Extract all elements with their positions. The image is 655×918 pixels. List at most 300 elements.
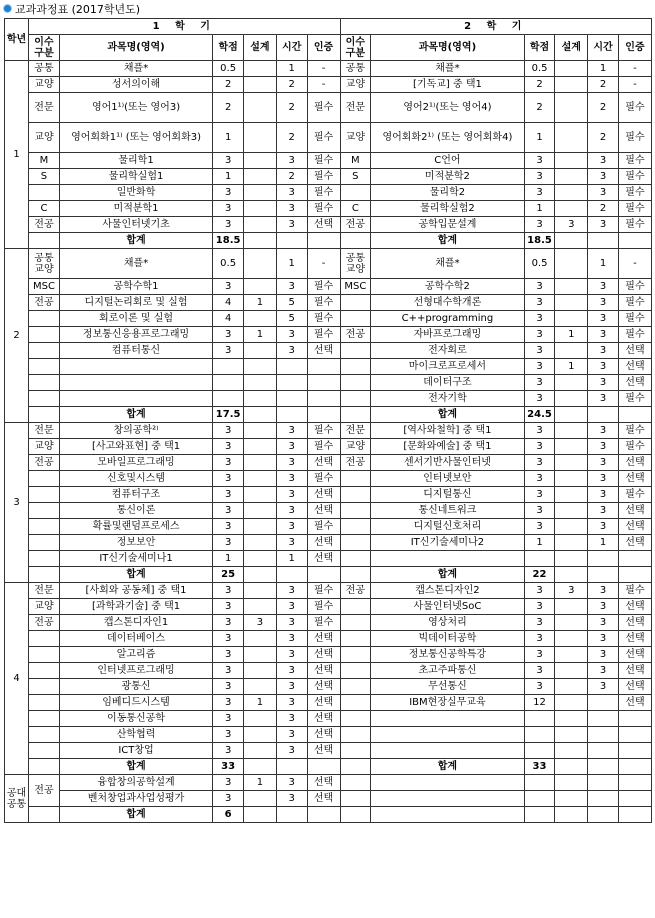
certification-cell: - <box>618 61 651 77</box>
category-cell <box>29 711 60 727</box>
course-name: 디지털통신 <box>371 487 524 503</box>
course-name: 디지털논리회로 및 실험 <box>59 295 212 311</box>
certification-cell: 선택 <box>307 711 340 727</box>
table-row <box>5 123 652 153</box>
hours-cell: 3 <box>588 359 619 375</box>
course-name: [사고와표현] 중 택1 <box>59 439 212 455</box>
credit-cell <box>524 551 555 567</box>
table-row <box>5 249 652 279</box>
course-name: 광통신 <box>59 679 212 695</box>
category-cell <box>29 743 60 759</box>
design-cell <box>555 487 588 503</box>
course-name: 채플* <box>59 249 212 279</box>
course-name <box>371 727 524 743</box>
certification-cell: 선택 <box>307 551 340 567</box>
course-name: 캡스톤디자인2 <box>371 583 524 599</box>
course-name: IBM현장실무교육 <box>371 695 524 711</box>
certification-cell: 필수 <box>618 295 651 311</box>
hours-cell: 3 <box>276 695 307 711</box>
design-cell: 1 <box>243 295 276 311</box>
course-name: 융합창의공학설계 <box>59 775 212 791</box>
table-row <box>5 201 652 217</box>
category-cell: 교양 <box>29 77 60 93</box>
category-cell: 전공 <box>340 217 371 233</box>
total-label: 합계 <box>59 567 212 583</box>
credit-cell: 3 <box>524 311 555 327</box>
course-name: 공학수학2 <box>371 279 524 295</box>
table-row <box>5 471 652 487</box>
hours-cell: 3 <box>276 471 307 487</box>
hours-cell: 1 <box>276 551 307 567</box>
category-cell <box>340 295 371 311</box>
category-cell <box>340 727 371 743</box>
design-cell <box>243 93 276 123</box>
category-cell: 교양 <box>29 439 60 455</box>
year-label: 4 <box>5 583 29 775</box>
certification-cell: 필수 <box>618 487 651 503</box>
course-name: [기독교] 중 택1 <box>371 77 524 93</box>
table-cell <box>555 807 588 823</box>
category-cell <box>29 663 60 679</box>
total-row <box>5 759 652 775</box>
table-cell <box>524 791 555 807</box>
design-cell <box>243 153 276 169</box>
certification-cell: 필수 <box>307 471 340 487</box>
design-cell <box>243 471 276 487</box>
credit-cell: 2 <box>524 93 555 123</box>
course-name: IT신기술세미나2 <box>371 535 524 551</box>
credit-cell: 3 <box>213 327 244 343</box>
design-cell <box>555 61 588 77</box>
certification-cell: - <box>307 61 340 77</box>
table-row <box>5 217 652 233</box>
course-name: [문화와예술] 중 택1 <box>371 439 524 455</box>
total-credit: 6 <box>213 807 244 823</box>
credit-cell: 3 <box>524 375 555 391</box>
course-name: 전자회로 <box>371 343 524 359</box>
hours-cell: 3 <box>276 663 307 679</box>
hours-cell: 3 <box>276 679 307 695</box>
hours-cell: 1 <box>276 61 307 77</box>
table-cell <box>243 807 276 823</box>
certification-cell: 필수 <box>618 311 651 327</box>
design-cell <box>243 679 276 695</box>
certification-cell: - <box>618 77 651 93</box>
credit-cell <box>213 359 244 375</box>
total-label: 합계 <box>371 407 524 423</box>
table-cell <box>29 233 60 249</box>
category-cell: MSC <box>29 279 60 295</box>
certification-cell: 선택 <box>307 455 340 471</box>
credit-cell: 1 <box>213 123 244 153</box>
credit-cell: 3 <box>213 185 244 201</box>
design-cell <box>555 295 588 311</box>
design-cell: 3 <box>243 615 276 631</box>
hours-cell: 3 <box>588 439 619 455</box>
total-credit: 33 <box>524 759 555 775</box>
category-cell: S <box>29 169 60 185</box>
certification-cell: 선택 <box>618 599 651 615</box>
category-cell: C <box>29 201 60 217</box>
category-cell: 전공 <box>29 455 60 471</box>
credit-cell: 3 <box>213 599 244 615</box>
hours-cell: 3 <box>588 455 619 471</box>
design-cell <box>243 487 276 503</box>
certification-cell: 선택 <box>307 679 340 695</box>
course-name: 인터넷프로그래밍 <box>59 663 212 679</box>
certification-cell: 필수 <box>307 423 340 439</box>
total-row <box>5 807 652 823</box>
design-cell <box>555 201 588 217</box>
course-name: ICT창업 <box>59 743 212 759</box>
category-cell <box>29 185 60 201</box>
category-cell: 전문 <box>29 423 60 439</box>
table-cell <box>371 775 524 791</box>
category-cell <box>340 391 371 407</box>
course-name <box>59 359 212 375</box>
curriculum-table <box>4 18 652 823</box>
table-cell <box>307 233 340 249</box>
credit-cell: 2 <box>213 93 244 123</box>
course-name: 성서의이해 <box>59 77 212 93</box>
certification-cell: 선택 <box>307 647 340 663</box>
credit-cell: 3 <box>213 201 244 217</box>
table-row <box>5 631 652 647</box>
course-name: 물리학1 <box>59 153 212 169</box>
hours-cell: 3 <box>588 327 619 343</box>
table-cell <box>276 807 307 823</box>
design-cell <box>555 743 588 759</box>
table-row <box>5 679 652 695</box>
design-cell <box>243 551 276 567</box>
hours-cell: 2 <box>588 123 619 153</box>
category-cell: 공통교양 <box>29 249 60 279</box>
hours-cell <box>276 375 307 391</box>
certification-cell <box>618 551 651 567</box>
design-cell: 3 <box>555 583 588 599</box>
course-name: 정보보안 <box>59 535 212 551</box>
course-name: [과학과기술] 중 택1 <box>59 599 212 615</box>
course-name: 자바프로그래밍 <box>371 327 524 343</box>
hours-cell: 3 <box>588 375 619 391</box>
course-name: 일반화학 <box>59 185 212 201</box>
hours-cell: 3 <box>588 615 619 631</box>
credit-cell: 3 <box>213 711 244 727</box>
course-name: C++programming <box>371 311 524 327</box>
certification-cell: 선택 <box>307 663 340 679</box>
total-label: 합계 <box>371 567 524 583</box>
hours-cell: 1 <box>588 61 619 77</box>
course-name <box>59 391 212 407</box>
hours-cell: 2 <box>276 77 307 93</box>
credit-cell: 3 <box>213 153 244 169</box>
credit-cell: 3 <box>524 153 555 169</box>
table-row <box>5 647 652 663</box>
hours-cell: 3 <box>276 743 307 759</box>
category-cell <box>340 711 371 727</box>
course-name <box>371 551 524 567</box>
course-name: 채플* <box>371 61 524 77</box>
credit-cell: 3 <box>213 791 244 807</box>
total-row <box>5 407 652 423</box>
credit-cell: 3 <box>524 391 555 407</box>
hours-cell: 3 <box>588 519 619 535</box>
certification-cell: 선택 <box>618 519 651 535</box>
table-cell <box>276 567 307 583</box>
table-cell <box>29 407 60 423</box>
table-cell <box>555 759 588 775</box>
category-cell: 공통교양 <box>340 249 371 279</box>
header-design: 설계 <box>243 35 276 61</box>
hours-cell: 3 <box>276 185 307 201</box>
table-cell <box>340 791 371 807</box>
credit-cell: 2 <box>524 77 555 93</box>
course-name: 센서기반사물인터넷 <box>371 455 524 471</box>
design-cell <box>555 535 588 551</box>
course-name: 알고리즘 <box>59 647 212 663</box>
design-cell <box>243 169 276 185</box>
table-row <box>5 711 652 727</box>
hours-cell <box>588 695 619 711</box>
category-cell <box>29 471 60 487</box>
credit-cell: 3 <box>524 631 555 647</box>
category-cell: 전문 <box>340 93 371 123</box>
course-name: 모바일프로그래밍 <box>59 455 212 471</box>
hours-cell: 5 <box>276 311 307 327</box>
category-cell: 교양 <box>29 123 60 153</box>
year-label: 3 <box>5 423 29 583</box>
hours-cell: 3 <box>588 503 619 519</box>
certification-cell: 필수 <box>307 583 340 599</box>
credit-cell: 0.5 <box>524 61 555 77</box>
certification-cell: 선택 <box>307 217 340 233</box>
design-cell <box>243 455 276 471</box>
design-cell <box>555 695 588 711</box>
credit-cell: 3 <box>213 535 244 551</box>
total-row <box>5 233 652 249</box>
certification-cell: 필수 <box>307 311 340 327</box>
course-name: 통신네트워크 <box>371 503 524 519</box>
hours-cell: 3 <box>588 679 619 695</box>
category-cell <box>340 615 371 631</box>
title-text: 교과과정표 (2017학년도) <box>15 3 141 16</box>
table-cell <box>340 775 371 791</box>
certification-cell: - <box>307 249 340 279</box>
credit-cell: 2 <box>213 77 244 93</box>
course-name: 컴퓨터통신 <box>59 343 212 359</box>
credit-cell: 3 <box>524 455 555 471</box>
category-cell: C <box>340 201 371 217</box>
course-name: 인터넷보안 <box>371 471 524 487</box>
credit-cell: 4 <box>213 311 244 327</box>
design-cell <box>243 791 276 807</box>
table-cell <box>524 775 555 791</box>
table-row <box>5 791 652 807</box>
hours-cell: 3 <box>276 153 307 169</box>
certification-cell: 선택 <box>307 487 340 503</box>
table-cell <box>555 233 588 249</box>
category-cell: 교양 <box>340 439 371 455</box>
credit-cell: 3 <box>213 279 244 295</box>
course-name: 통신이론 <box>59 503 212 519</box>
design-cell: 1 <box>555 359 588 375</box>
header-certification: 인증 <box>307 35 340 61</box>
credit-cell: 1 <box>524 201 555 217</box>
design-cell <box>243 647 276 663</box>
design-cell <box>243 743 276 759</box>
table-cell <box>588 759 619 775</box>
category-cell <box>340 647 371 663</box>
category-cell: 전문 <box>340 423 371 439</box>
credit-cell: 12 <box>524 695 555 711</box>
credit-cell: 3 <box>524 217 555 233</box>
certification-cell: 필수 <box>307 153 340 169</box>
category-cell <box>29 503 60 519</box>
category-cell: M <box>340 153 371 169</box>
category-cell <box>340 551 371 567</box>
category-cell <box>29 311 60 327</box>
category-cell <box>29 327 60 343</box>
course-name: 영어2¹⁾(또는 영어4) <box>371 93 524 123</box>
credit-cell: 3 <box>213 695 244 711</box>
bullet-icon <box>4 5 11 12</box>
table-row <box>5 295 652 311</box>
certification-cell <box>618 711 651 727</box>
table-cell <box>276 233 307 249</box>
total-label: 합계 <box>371 759 524 775</box>
design-cell <box>555 503 588 519</box>
table-cell <box>307 407 340 423</box>
certification-cell: 선택 <box>307 775 340 791</box>
design-cell <box>555 615 588 631</box>
credit-cell: 1 <box>213 169 244 185</box>
credit-cell: 3 <box>524 583 555 599</box>
credit-cell: 3 <box>213 519 244 535</box>
design-cell <box>243 727 276 743</box>
table-cell <box>555 567 588 583</box>
design-cell <box>243 311 276 327</box>
hours-cell: 3 <box>588 599 619 615</box>
credit-cell: 3 <box>213 455 244 471</box>
design-cell <box>243 279 276 295</box>
design-cell <box>243 123 276 153</box>
table-cell <box>340 233 371 249</box>
course-name <box>371 711 524 727</box>
hours-cell <box>588 743 619 759</box>
credit-cell <box>213 391 244 407</box>
table-row <box>5 695 652 711</box>
table-cell <box>618 407 651 423</box>
design-cell <box>243 439 276 455</box>
table-cell <box>618 759 651 775</box>
design-cell <box>555 93 588 123</box>
table-cell <box>340 759 371 775</box>
course-name: 산학협력 <box>59 727 212 743</box>
header-row-2 <box>5 35 652 61</box>
credit-cell <box>213 375 244 391</box>
course-name: 이동통신공학 <box>59 711 212 727</box>
certification-cell: 선택 <box>307 503 340 519</box>
category-cell <box>340 375 371 391</box>
hours-cell: 3 <box>276 217 307 233</box>
category-cell <box>29 519 60 535</box>
design-cell <box>243 503 276 519</box>
certification-cell <box>307 375 340 391</box>
total-label: 합계 <box>371 233 524 249</box>
credit-cell: 3 <box>524 185 555 201</box>
course-name: 빅데이터공학 <box>371 631 524 647</box>
category-cell <box>29 343 60 359</box>
design-cell: 1 <box>243 775 276 791</box>
course-name: 디지털신호처리 <box>371 519 524 535</box>
certification-cell: 선택 <box>618 615 651 631</box>
course-name: 전자기학 <box>371 391 524 407</box>
course-name: C언어 <box>371 153 524 169</box>
category-cell <box>340 535 371 551</box>
course-name: 선형대수학개론 <box>371 295 524 311</box>
hours-cell: 3 <box>276 519 307 535</box>
table-row <box>5 487 652 503</box>
certification-cell: 선택 <box>618 695 651 711</box>
hours-cell: 3 <box>588 663 619 679</box>
credit-cell: 4 <box>213 295 244 311</box>
table-cell <box>340 567 371 583</box>
year-label: 2 <box>5 249 29 423</box>
total-label: 합계 <box>59 407 212 423</box>
total-credit: 18.5 <box>213 233 244 249</box>
category-cell <box>340 359 371 375</box>
certification-cell: 필수 <box>307 169 340 185</box>
year-label: 1 <box>5 61 29 249</box>
category-cell <box>340 663 371 679</box>
credit-cell: 3 <box>524 679 555 695</box>
certification-cell: 필수 <box>618 217 651 233</box>
credit-cell: 3 <box>213 663 244 679</box>
hours-cell <box>276 391 307 407</box>
credit-cell: 3 <box>213 503 244 519</box>
design-cell <box>555 123 588 153</box>
design-cell <box>555 727 588 743</box>
course-name: 영어회화1¹⁾ (또는 영어회화3) <box>59 123 212 153</box>
total-label: 합계 <box>59 233 212 249</box>
design-cell <box>555 679 588 695</box>
course-name: [역사와철학] 중 택1 <box>371 423 524 439</box>
hours-cell: 3 <box>588 185 619 201</box>
design-cell <box>555 519 588 535</box>
course-name: 물리학실험1 <box>59 169 212 185</box>
certification-cell: 필수 <box>307 519 340 535</box>
hours-cell: 2 <box>588 201 619 217</box>
category-cell <box>340 185 371 201</box>
header-year: 학년 <box>5 19 29 61</box>
design-cell <box>243 519 276 535</box>
total-row <box>5 567 652 583</box>
hours-cell: 3 <box>588 295 619 311</box>
credit-cell: 3 <box>213 471 244 487</box>
certification-cell: 필수 <box>618 391 651 407</box>
course-name: 물리학2 <box>371 185 524 201</box>
table-cell <box>276 759 307 775</box>
table-cell <box>618 775 651 791</box>
table-body <box>5 19 652 823</box>
table-cell <box>29 807 60 823</box>
course-name: 사물인터넷기초 <box>59 217 212 233</box>
certification-cell: 선택 <box>618 679 651 695</box>
design-cell <box>243 249 276 279</box>
certification-cell: 필수 <box>307 93 340 123</box>
table-row <box>5 455 652 471</box>
course-name: 마이크로프로세서 <box>371 359 524 375</box>
